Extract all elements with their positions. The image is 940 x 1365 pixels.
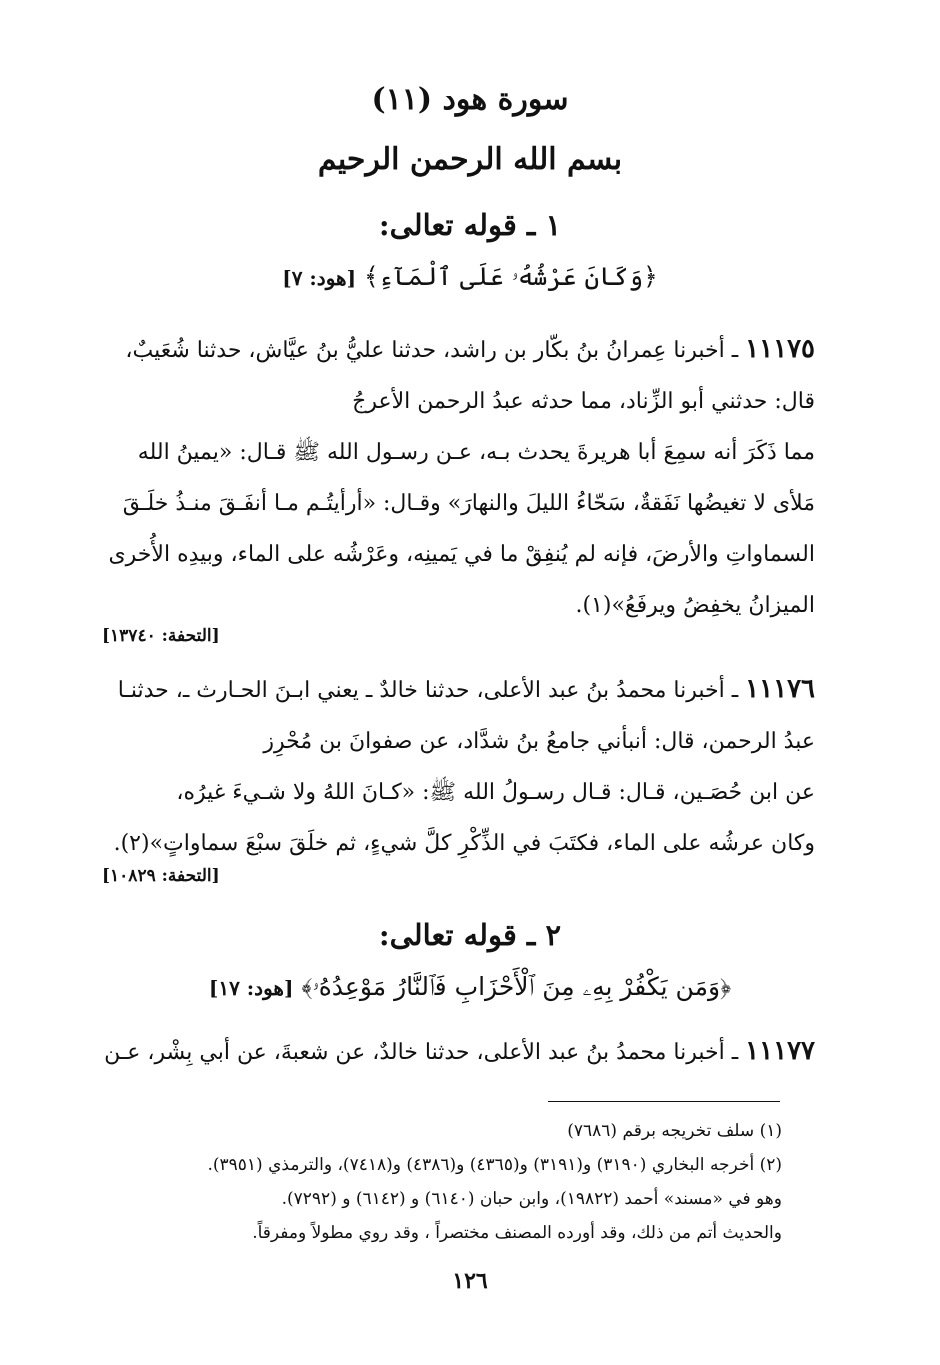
ayah-reference: [هود: ١٧] [208,976,294,1000]
hadith-11175 [100,324,815,631]
hadith-line: مما ذَكَرَ أنه سمِعَ أبا هريرةَ يحدث بـه، عـن رسـول الله ﷺ قـال: «يمينُ الله [137,440,815,465]
surah-title: سورة هود (١١) [371,82,569,117]
hadith-line: مَلأى لا تغيضُها نَفَقةٌ، سَحّاءُ الليلَ والنهارَ» وقـال: «أرأيتُـم مـا أنفَـقَ منـذُ خلَـقَ [122,491,815,516]
hadith-line: عبدُ الرحمن، قال: أنبأني جامعُ بنُ شدَّاد، عن صفوانَ بن مُحْرِز [263,729,815,754]
hadith-line: السماواتِ والأرضَ، فإنه لم يُنفِقْ ما في يَمينِه، وعَرْشُه على الماء، وبيدِه الأُخرى [108,542,815,567]
section-heading-1: ١ ـ قوله تعالى: [378,208,562,242]
ayah-reference: [هود: ٧] [282,266,357,290]
section-heading-2: ٢ ـ قوله تعالى: [378,918,562,952]
hadith-number: ١١١٧٧ [745,1036,815,1066]
hadith-number: ١١١٧٥ [745,334,815,364]
footnote-2-cont: وهو في «مسند» أحمد (١٩٨٢٢)، وابن حبان (٦١٤٠) و (٦١٤٢) و (٧٢٩٢). [281,1189,782,1209]
page-number: ١٢٦ [452,1268,488,1294]
ayah-text: ﴿وَكَانَ عَرْشُهُۥ عَلَى ٱلْمَآءِ﴾ [364,262,658,291]
hadith-line: وكان عرشُه على الماء، فكتَبَ في الذِّكْرِ كلَّ شيءٍ، ثم خلَقَ سبْعَ سماواتٍ»(٢). [113,831,815,856]
footnotes [110,1114,782,1250]
hadith-line: عن ابن حُصَـين، قـال: قـال رسـولُ الله ﷺ: «كـانَ اللهُ ولا شـيءَ غيرُه، [176,780,815,805]
footnote-1: (١) سلف تخريجه برقم (٧٦٨٦) [567,1121,782,1141]
footnote-divider [548,1101,780,1102]
hadith-11177 [100,1026,815,1078]
footnote-2: (٢) أخرجه البخاري (٣١٩٠) و(٣١٩١) و(٤٣٦٥) و(٤٣٨٦) و(٧٤١٨)، والترمذي (٣٩٥١). [207,1155,782,1175]
hadith-text: ـ أخبرنا عِمرانُ بنُ بكّار بن راشد، حدثنا عليُّ بنُ عيَّاش، حدثنا شُعَيبٌ، [125,338,739,363]
quran-verse-1 [0,262,940,292]
tuhfa-reference: [التحفة: ١٣٧٤٠] [102,626,220,646]
hadith-text: ـ أخبرنا محمدُ بنُ عبد الأعلى، حدثنا خالدٌ، عن شعبةَ، عن أبي بِشْر، عـن [104,1040,739,1065]
tuhfa-reference: [التحفة: ١٠٨٢٩] [102,866,220,886]
quran-verse-2 [0,972,940,1002]
hadith-line: الميزانُ يخفِضُ ويرفَعُ»(١). [575,593,815,618]
footnote-2-note: والحديث أتم من ذلك، وقد أورده المصنف مختصراً ، وقد روي مطولاً ومفرقاً. [252,1223,782,1243]
hadith-11176 [100,664,815,869]
hadith-line [100,664,815,716]
hadith-line [100,324,815,376]
ayah-text: ﴿وَمَن يَكْفُرْ بِهِۦ مِنَ ٱلْأَحْزَابِ فَٱلنَّارُ مَوْعِدُهُۥ﴾ [301,972,732,1001]
hadith-text: ـ أخبرنا محمدُ بنُ عبد الأعلى، حدثنا خالدٌ ـ يعني ابـنَ الحـارث ـ، حدثنـا [117,678,739,703]
basmala: بسم الله الرحمن الرحيم [317,142,623,177]
hadith-number: ١١١٧٦ [745,674,815,704]
hadith-line: قال: حدثني أبو الزِّناد، مما حدثه عبدُ الرحمن الأعرجُ [352,389,815,414]
hadith-line [100,1026,815,1078]
